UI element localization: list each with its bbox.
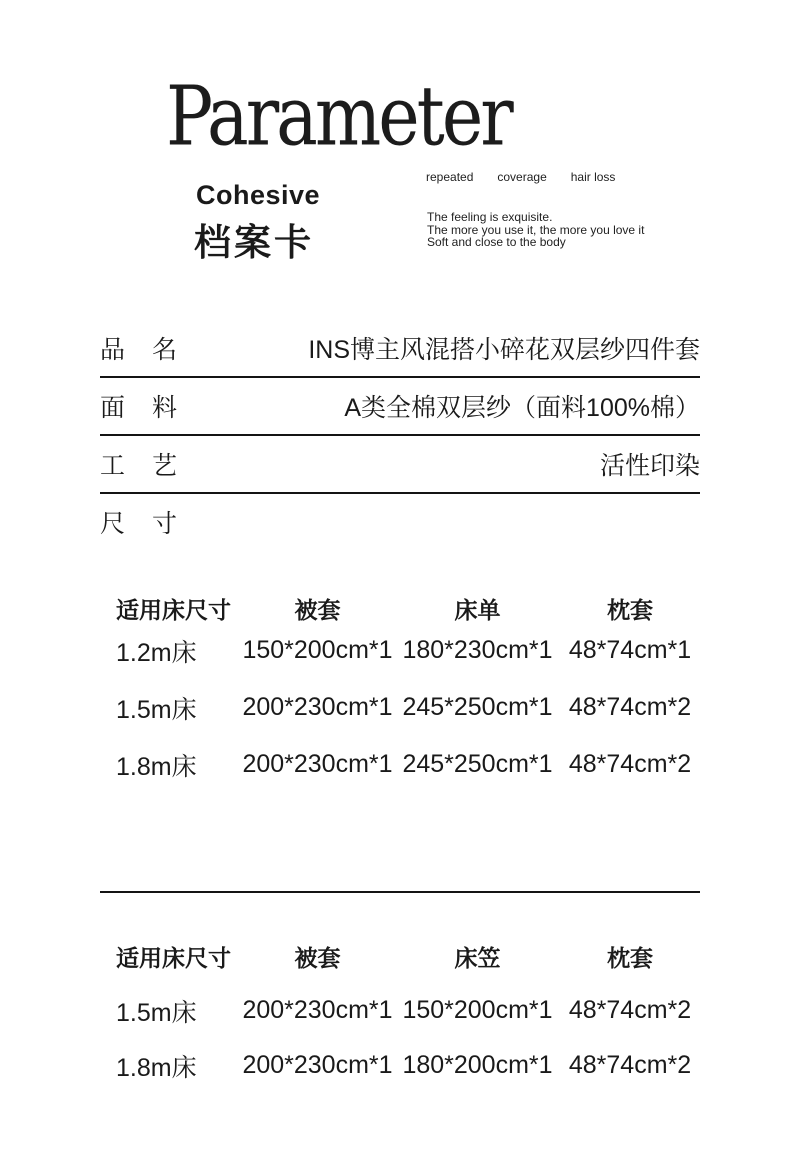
spec-value: A类全棉双层纱（面料100%棉） <box>344 394 700 422</box>
cell-duvet-cover: 200*230cm*1 <box>242 750 393 778</box>
header-flat-sheet: 床单 <box>454 597 501 623</box>
cell-pillowcase: 48*74cm*2 <box>568 693 692 721</box>
cell-bed-size: 1.8m床 <box>116 752 197 781</box>
header-pillowcase: 枕套 <box>607 597 653 623</box>
spec-row-craft <box>100 436 700 494</box>
cell-pillowcase: 48*74cm*2 <box>568 1051 692 1079</box>
tagline-line: The feeling is exquisite. <box>427 210 553 224</box>
cell-pillowcase: 48*74cm*2 <box>568 996 692 1024</box>
keyword-repeated: repeated <box>426 170 474 184</box>
table-row <box>100 1038 700 1093</box>
spec-row-size <box>100 494 700 550</box>
size-table-header <box>100 592 700 622</box>
table-divider <box>100 891 700 893</box>
table-row <box>100 983 700 1038</box>
header-pillowcase: 枕套 <box>607 945 653 971</box>
spec-list <box>100 320 700 550</box>
page-title: Parameter <box>166 68 511 165</box>
subtitle-english: Cohesive <box>196 180 321 210</box>
cell-flat-sheet: 180*230cm*1 <box>402 636 553 664</box>
cell-flat-sheet: 245*250cm*1 <box>402 693 553 721</box>
keyword-coverage: coverage <box>497 170 547 184</box>
cell-duvet-cover: 200*230cm*1 <box>242 1051 393 1079</box>
cell-bed-size: 1.5m床 <box>116 998 197 1027</box>
spec-label: 尺 寸 <box>100 510 179 538</box>
cell-duvet-cover: 200*230cm*1 <box>242 693 393 721</box>
size-table-fitted <box>100 940 700 1093</box>
spec-label: 品 名 <box>100 336 179 364</box>
header-duvet-cover: 被套 <box>294 597 341 623</box>
header-duvet-cover: 被套 <box>294 945 341 971</box>
cell-pillowcase: 48*74cm*1 <box>568 636 692 664</box>
size-table-header <box>100 940 700 970</box>
cell-bed-size: 1.5m床 <box>116 695 197 724</box>
table-row <box>100 736 700 793</box>
header-bed-size: 适用床尺寸 <box>116 597 231 623</box>
cell-duvet-cover: 150*200cm*1 <box>242 636 393 664</box>
spec-label: 面 料 <box>100 394 179 422</box>
tagline <box>427 211 644 249</box>
spec-row-fabric <box>100 378 700 436</box>
feature-keywords <box>426 170 615 184</box>
spec-value: INS博主风混搭小碎花双层纱四件套 <box>308 336 700 364</box>
cell-pillowcase: 48*74cm*2 <box>568 750 692 778</box>
cell-fitted-sheet: 150*200cm*1 <box>402 996 553 1024</box>
header-fitted-sheet: 床笠 <box>454 945 501 971</box>
cell-bed-size: 1.2m床 <box>116 638 197 667</box>
cell-duvet-cover: 200*230cm*1 <box>242 996 393 1024</box>
cell-bed-size: 1.8m床 <box>116 1053 197 1082</box>
table-row <box>100 679 700 736</box>
tagline-line: Soft and close to the body <box>427 235 566 249</box>
spec-label: 工 艺 <box>100 452 179 480</box>
size-table-sheet <box>100 592 700 793</box>
spec-row-product-name <box>100 320 700 378</box>
cell-fitted-sheet: 180*200cm*1 <box>402 1051 553 1079</box>
keyword-hair-loss: hair loss <box>570 170 616 184</box>
spec-value: 活性印染 <box>599 452 700 480</box>
header-bed-size: 适用床尺寸 <box>116 945 231 971</box>
tagline-line: The more you use it, the more you love it <box>427 222 645 237</box>
table-row <box>100 622 700 679</box>
subtitle-chinese: 档案卡 <box>194 222 314 263</box>
cell-flat-sheet: 245*250cm*1 <box>402 750 553 778</box>
